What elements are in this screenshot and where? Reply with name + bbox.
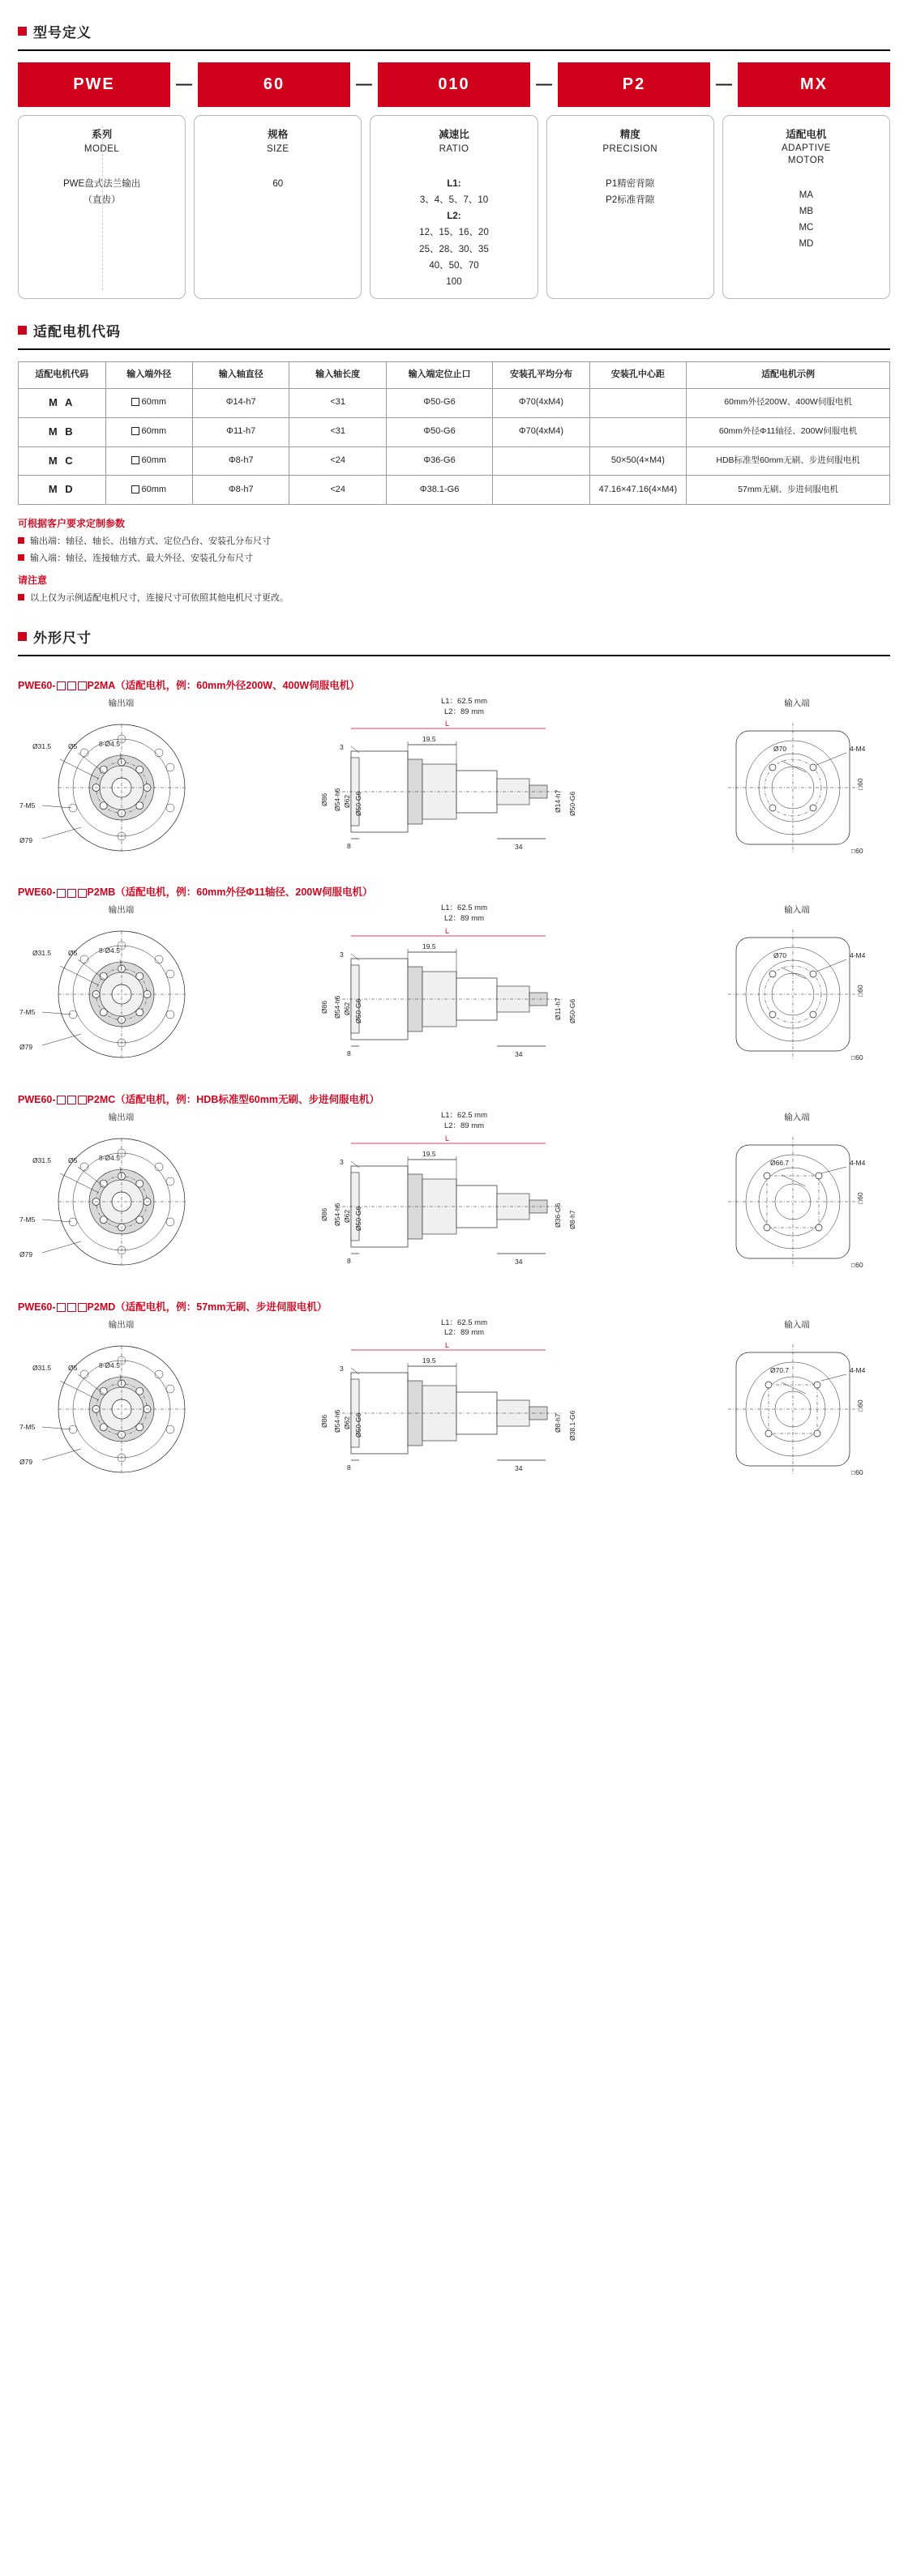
dimension-title-mc — [18, 1091, 890, 1106]
rear-view-mc — [704, 1111, 890, 1275]
placeholder-square-icon — [67, 681, 76, 690]
th-center: 安装孔中心距 — [589, 361, 686, 388]
cell-shaft-dia: Φ14-h7 — [193, 388, 289, 417]
side-view-length-caption — [302, 1111, 627, 1132]
dimension-block-mb — [18, 884, 890, 1070]
label-8-dia45: 8-Ø4.5 — [99, 1153, 120, 1162]
label-dia-62: Ø62 — [342, 1209, 351, 1223]
column-title-en: PRECISION — [602, 143, 658, 154]
label-8-dia45: 8-Ø4.5 — [99, 739, 120, 748]
placeholder-square-icon — [78, 681, 87, 690]
label-dia-707: Ø70.7 — [770, 1365, 790, 1374]
placeholder-square-icon — [67, 1096, 76, 1104]
bullet-icon — [18, 554, 24, 561]
column-title-ch: 系列 — [92, 129, 113, 140]
label-dia-62: Ø62 — [342, 1416, 351, 1430]
model-code-row — [18, 62, 890, 107]
dimension-title-suffix: P2MA（适配电机，例：60mm外径200W、400W伺服电机） — [87, 679, 360, 691]
model-code-separator: — — [536, 75, 552, 93]
dimension-title-mb — [18, 884, 890, 899]
cell-code: M A — [19, 388, 106, 417]
square-symbol-icon — [131, 427, 139, 435]
label-dia-54h6: Ø54-h6 — [332, 995, 341, 1019]
label-dia-50g6-rear: Ø50-G6 — [568, 792, 576, 817]
label-dia-79: Ø79 — [19, 1457, 33, 1466]
label-dia-70: Ø70 — [773, 951, 787, 960]
section-title-dimensions: 外形尺寸 — [33, 630, 92, 646]
cell-center: 47.16×47.16(4×M4) — [589, 476, 686, 505]
cell-shaft-len: <31 — [289, 388, 386, 417]
cell-center — [589, 417, 686, 446]
rear-view-caption: 输入端 — [784, 698, 810, 708]
label-dia-667: Ø66.7 — [770, 1158, 790, 1167]
rear-view-caption: 输入端 — [784, 905, 810, 916]
label-7-m5: 7-M5 — [19, 801, 36, 810]
dimension-title-suffix: P2MD（适配电机，例：57mm无刷、步进伺服电机） — [87, 1301, 328, 1313]
dimension-title-prefix: PWE60- — [18, 1301, 56, 1313]
column-line: （直齿） — [83, 195, 121, 206]
length-line-2: L2：89 mm — [443, 914, 485, 924]
note-title-attention: 请注意 — [18, 575, 48, 587]
column-line: P2标准背隙 — [606, 195, 655, 206]
placeholder-square-icon — [67, 889, 76, 898]
cell-shaft-dia: Φ11-h7 — [193, 417, 289, 446]
column-title-en — [728, 143, 884, 168]
label-dia-86: Ø86 — [319, 1207, 328, 1221]
section-divider — [18, 655, 890, 656]
cell-shaft-len: <24 — [289, 476, 386, 505]
cell-holes: Φ70(4xM4) — [493, 417, 589, 446]
label-dia-70: Ø70 — [773, 744, 787, 753]
label-34: 34 — [514, 1464, 522, 1473]
dimension-title-prefix: PWE60- — [18, 679, 56, 691]
label-dia-381g6: Ø38.1-G6 — [568, 1410, 576, 1442]
placeholder-square-icon — [57, 889, 66, 898]
model-definition-block — [18, 62, 890, 299]
cell-outer: 60mm — [105, 476, 193, 505]
label-dia-54h6: Ø54-h6 — [332, 1203, 341, 1226]
rear-view-caption: 输入端 — [784, 1319, 810, 1330]
label-8: 8 — [346, 1256, 351, 1265]
length-symbol: L — [444, 1134, 449, 1143]
table-head — [19, 361, 890, 388]
cell-code: M C — [19, 446, 106, 476]
column-title-en: RATIO — [439, 143, 469, 154]
cell-outer: 60mm — [105, 446, 193, 476]
label-3: 3 — [339, 1365, 344, 1373]
column-line: 100 — [446, 276, 462, 287]
cell-shaft-dia: Φ8-h7 — [193, 446, 289, 476]
square-symbol-icon — [131, 398, 139, 406]
model-code-separator: — — [176, 75, 192, 93]
table-row — [19, 476, 890, 505]
bullet-icon — [18, 594, 24, 600]
column-line: 60 — [272, 179, 284, 189]
label-dia-5: Ø5 — [68, 949, 78, 958]
dimension-title-suffix: P2MC（适配电机，例：HDB标准型60mm无刷、步进伺服电机） — [87, 1093, 379, 1105]
square-symbol-icon — [131, 485, 139, 493]
motor-code-table-wrap — [18, 361, 890, 505]
label-dia-79: Ø79 — [19, 835, 33, 844]
label-8: 8 — [346, 842, 351, 851]
front-view-svg — [18, 1125, 225, 1275]
model-column-series — [18, 115, 186, 299]
cell-pilot: Φ50-G6 — [386, 388, 492, 417]
column-line: L2: — [447, 211, 461, 222]
rear-view-caption: 输入端 — [784, 1112, 810, 1122]
front-view-svg — [18, 1332, 225, 1482]
side-view-md — [302, 1318, 627, 1485]
dimension-title-prefix: PWE60- — [18, 1093, 56, 1105]
length-symbol: L — [444, 720, 449, 728]
front-view-caption: 输出端 — [108, 698, 135, 708]
column-body — [728, 187, 884, 253]
side-view-length-caption — [302, 697, 627, 718]
label-dia-50g6-rear: Ø50-G6 — [568, 998, 576, 1023]
length-line-2: L2：89 mm — [443, 1328, 485, 1338]
label-dia-315: Ø31.5 — [32, 741, 52, 750]
cell-example: 60mm外径Φ11轴径、200W伺服电机 — [687, 417, 890, 446]
rear-view-md — [704, 1318, 890, 1482]
side-view-svg — [302, 1132, 627, 1278]
front-view-caption: 输出端 — [108, 1112, 135, 1122]
label-7-m5: 7-M5 — [19, 1008, 36, 1017]
label-dia-50g6: Ø50-G6 — [353, 1206, 362, 1231]
label-dia-5: Ø5 — [68, 1363, 78, 1372]
side-view-svg — [302, 925, 627, 1070]
column-line: P1精密背隙 — [606, 179, 655, 189]
column-line: MC — [799, 223, 814, 233]
leader-5 — [42, 827, 81, 839]
label-dia-54h6: Ø54-h6 — [332, 788, 341, 812]
side-view-svg — [302, 1339, 627, 1485]
front-view-svg — [18, 917, 225, 1067]
cell-code: M D — [19, 476, 106, 505]
side-view-length-caption — [302, 1318, 627, 1339]
rear-view-svg — [704, 1332, 890, 1482]
table-body — [19, 388, 890, 504]
model-definition-columns — [18, 115, 890, 299]
model-code-box-precision: P2 — [558, 62, 710, 107]
column-line: 12、15、16、20 — [419, 228, 489, 238]
label-4-m4: 4-M4 — [850, 1158, 866, 1167]
section-header-dimensions — [18, 626, 908, 647]
label-3: 3 — [339, 1157, 344, 1166]
model-column-precision — [546, 115, 714, 299]
bullet-icon — [18, 537, 24, 544]
length-line-1: L1：62.5 mm — [440, 904, 488, 913]
length-symbol: L — [444, 926, 449, 935]
label-square-60-bottom: □60 — [851, 1053, 863, 1062]
cell-shaft-len: <24 — [289, 446, 386, 476]
column-body — [199, 176, 356, 192]
column-title-ch: 减速比 — [439, 129, 469, 140]
column-title-en: MODEL — [84, 143, 120, 154]
cell-shaft-len: <31 — [289, 417, 386, 446]
front-view-ma — [18, 697, 225, 861]
cell-example: 60mm外径200W、400W伺服电机 — [687, 388, 890, 417]
label-7-m5: 7-M5 — [19, 1422, 36, 1431]
drawing-row-md — [18, 1318, 890, 1485]
dimension-title-prefix: PWE60- — [18, 886, 56, 899]
front-view-caption: 输出端 — [108, 905, 135, 916]
label-dia-50g6: Ø50-G6 — [353, 792, 362, 817]
column-title-en-line2: MOTOR — [787, 156, 824, 166]
cell-holes — [493, 476, 589, 505]
note-text: 输出端：轴径、轴长、出轴方式、定位凸台、安装孔分布尺寸 — [30, 536, 271, 547]
page-root — [0, 21, 908, 1517]
label-195: 19.5 — [422, 735, 436, 744]
cell-pilot: Φ36-G6 — [386, 446, 492, 476]
label-8: 8 — [346, 1463, 351, 1472]
label-8: 8 — [346, 1049, 351, 1057]
th-code: 适配电机代码 — [19, 361, 106, 388]
section-title-model-definition: 型号定义 — [33, 25, 92, 41]
placeholder-square-icon — [57, 681, 66, 690]
note-text: 以上仅为示例适配电机尺寸，连接尺寸可依照其他电机尺寸更改。 — [30, 593, 289, 604]
label-dia-8h7: Ø8-h7 — [553, 1413, 562, 1433]
label-dia-50g6: Ø50-G6 — [353, 998, 362, 1023]
cell-code: M B — [19, 417, 106, 446]
label-dia-54h6: Ø54-h6 — [332, 1409, 341, 1433]
section-title-motor-code: 适配电机代码 — [33, 323, 121, 340]
column-title-en-line1: ADAPTIVE — [781, 143, 831, 153]
column-line: L1: — [447, 179, 461, 189]
model-column-size — [194, 115, 362, 299]
label-195: 19.5 — [422, 1356, 436, 1365]
label-195: 19.5 — [422, 942, 436, 951]
label-square-60: □60 — [856, 778, 864, 790]
dimension-title-ma — [18, 677, 890, 692]
label-dia-36g6: Ø36-G6 — [553, 1203, 562, 1228]
model-code-box-motor: MX — [738, 62, 890, 107]
label-7-m5: 7-M5 — [19, 1215, 36, 1224]
dimension-title-suffix: P2MB（适配电机，例：60mm外径Φ11轴径、200W伺服电机） — [87, 886, 373, 899]
cell-pilot: Φ38.1-G6 — [386, 476, 492, 505]
cell-outer: 60mm — [105, 417, 193, 446]
section-header-motor-code — [18, 320, 908, 340]
side-view-ma — [302, 697, 627, 864]
column-body — [552, 176, 709, 208]
table-row — [19, 417, 890, 446]
cell-pilot: Φ50-G6 — [386, 417, 492, 446]
side-view-svg — [302, 717, 627, 863]
model-column-ratio — [370, 115, 538, 299]
cell-center — [589, 388, 686, 417]
length-line-1: L1：62.5 mm — [440, 1318, 488, 1327]
column-line: MA — [799, 190, 814, 200]
length-line-1: L1：62.5 mm — [440, 1110, 488, 1120]
rear-view-svg — [704, 711, 890, 861]
label-dia-79: Ø79 — [19, 1250, 33, 1258]
motor-code-table — [18, 361, 890, 505]
column-line: MB — [799, 206, 814, 216]
table-row — [19, 388, 890, 417]
placeholder-square-icon — [67, 1303, 76, 1312]
cell-holes — [493, 446, 589, 476]
front-view-mb — [18, 904, 225, 1067]
square-symbol-icon — [131, 456, 139, 464]
label-4-m4: 4-M4 — [850, 744, 866, 753]
dimension-title-md — [18, 1299, 890, 1314]
length-line-2: L2：89 mm — [443, 707, 485, 716]
dimension-block-md — [18, 1299, 890, 1485]
label-dia-62: Ø62 — [342, 1002, 351, 1015]
cell-example: HDB标准型60mm无刷、步进伺服电机 — [687, 446, 890, 476]
label-dia-5: Ø5 — [68, 1156, 78, 1164]
label-34: 34 — [514, 1049, 522, 1058]
label-square-60: □60 — [856, 1192, 864, 1204]
label-dia-5: Ø5 — [68, 741, 78, 750]
length-symbol: L — [444, 1341, 449, 1350]
placeholder-square-icon — [57, 1303, 66, 1312]
front-view-md — [18, 1318, 225, 1482]
column-body — [375, 176, 532, 290]
placeholder-square-icon — [78, 889, 87, 898]
th-shaft-dia: 输入轴直径 — [193, 361, 289, 388]
note-item — [18, 592, 890, 605]
column-title-en: SIZE — [267, 143, 289, 154]
rear-view-svg — [704, 1125, 890, 1275]
section-marker-icon — [18, 632, 27, 641]
th-outer: 输入端外径 — [105, 361, 193, 388]
label-square-60-bottom: □60 — [851, 1260, 863, 1269]
length-line-2: L2：89 mm — [443, 1121, 485, 1130]
model-code-box-series: PWE — [18, 62, 170, 107]
label-3: 3 — [339, 743, 344, 752]
cell-holes: Φ70(4xM4) — [493, 388, 589, 417]
label-dia-8h7: Ø8-h7 — [568, 1209, 576, 1229]
note-item — [18, 535, 890, 549]
section-divider — [18, 49, 890, 51]
section-marker-icon — [18, 27, 27, 36]
column-title-ch: 适配电机 — [786, 129, 827, 140]
model-code-box-ratio: 010 — [378, 62, 530, 107]
side-view-length-caption — [302, 904, 627, 925]
label-dia-79: Ø79 — [19, 1043, 33, 1052]
section-marker-icon — [18, 326, 27, 335]
rear-view-ma — [704, 697, 890, 861]
label-dia-86: Ø86 — [319, 1415, 328, 1429]
front-view-svg — [18, 711, 225, 861]
side-view-mb — [302, 904, 627, 1070]
note-title-custom: 可根据客户要求定制参数 — [18, 518, 126, 530]
label-4-m4: 4-M4 — [850, 951, 866, 960]
placeholder-square-icon — [78, 1303, 87, 1312]
label-4-m4: 4-M4 — [850, 1365, 866, 1374]
label-dia-50g6: Ø50-G6 — [353, 1412, 362, 1438]
label-3: 3 — [339, 950, 344, 959]
th-holes: 安装孔平均分布 — [493, 361, 589, 388]
label-dia-315: Ø31.5 — [32, 1156, 52, 1164]
section-divider — [18, 348, 890, 350]
front-view-caption: 输出端 — [108, 1319, 135, 1330]
column-line: 40、50、70 — [429, 260, 479, 271]
column-dashed-divider — [102, 126, 103, 290]
side-view-mc — [302, 1111, 627, 1278]
label-dia-86: Ø86 — [319, 1000, 328, 1014]
cell-shaft-dia: Φ8-h7 — [193, 476, 289, 505]
th-pilot: 输入端定位止口 — [386, 361, 492, 388]
rear-view-svg — [704, 917, 890, 1067]
table-header-row — [19, 361, 890, 388]
column-line: MD — [799, 239, 814, 250]
note-item — [18, 552, 890, 566]
cell-center: 50×50(4×M4) — [589, 446, 686, 476]
placeholder-square-icon — [57, 1096, 66, 1104]
label-8-dia45: 8-Ø4.5 — [99, 1361, 120, 1369]
label-8-dia45: 8-Ø4.5 — [99, 946, 120, 955]
label-195: 19.5 — [422, 1149, 436, 1158]
rear-view-mb — [704, 904, 890, 1067]
label-square-60: □60 — [856, 1399, 864, 1412]
label-34: 34 — [514, 1257, 522, 1266]
label-square-60: □60 — [856, 985, 864, 998]
section-header-model-definition — [18, 21, 908, 41]
dimension-block-ma — [18, 677, 890, 864]
note-text: 输入端：轴径、连接轴方式、最大外径、安装孔分布尺寸 — [30, 553, 253, 563]
label-dia-86: Ø86 — [319, 793, 328, 807]
drawing-row-mb — [18, 904, 890, 1070]
notes-block — [18, 516, 890, 605]
label-dia-315: Ø31.5 — [32, 1363, 52, 1372]
column-line: PWE盘式法兰输出 — [63, 179, 141, 189]
drawing-row-ma — [18, 697, 890, 864]
column-title-ch: 规格 — [268, 129, 289, 140]
dimension-block-mc — [18, 1091, 890, 1278]
label-square-60-bottom: □60 — [851, 846, 863, 855]
label-dia-14h7: Ø14-h7 — [553, 789, 562, 814]
label-dia-11h7: Ø11-h7 — [553, 998, 562, 1020]
cell-example: 57mm无刷、步进伺服电机 — [687, 476, 890, 505]
model-code-separator: — — [356, 75, 372, 93]
drawing-row-mc — [18, 1111, 890, 1278]
label-square-60-bottom: □60 — [851, 1467, 863, 1476]
label-34: 34 — [514, 843, 522, 852]
label-dia-315: Ø31.5 — [32, 949, 52, 958]
th-example: 适配电机示例 — [687, 361, 890, 388]
length-line-1: L1：62.5 mm — [440, 696, 488, 706]
label-dia-62: Ø62 — [342, 795, 351, 809]
placeholder-square-icon — [78, 1096, 87, 1104]
column-line: 25、28、30、35 — [419, 244, 489, 254]
model-column-motor — [722, 115, 890, 299]
table-row — [19, 446, 890, 476]
column-title-ch: 精度 — [619, 129, 640, 140]
cell-outer: 60mm — [105, 388, 193, 417]
front-view-mc — [18, 1111, 225, 1275]
model-code-separator: — — [716, 75, 732, 93]
th-shaft-len: 输入轴长度 — [289, 361, 386, 388]
column-line: 3、4、5、7、10 — [419, 195, 489, 206]
model-code-box-size: 60 — [198, 62, 350, 107]
